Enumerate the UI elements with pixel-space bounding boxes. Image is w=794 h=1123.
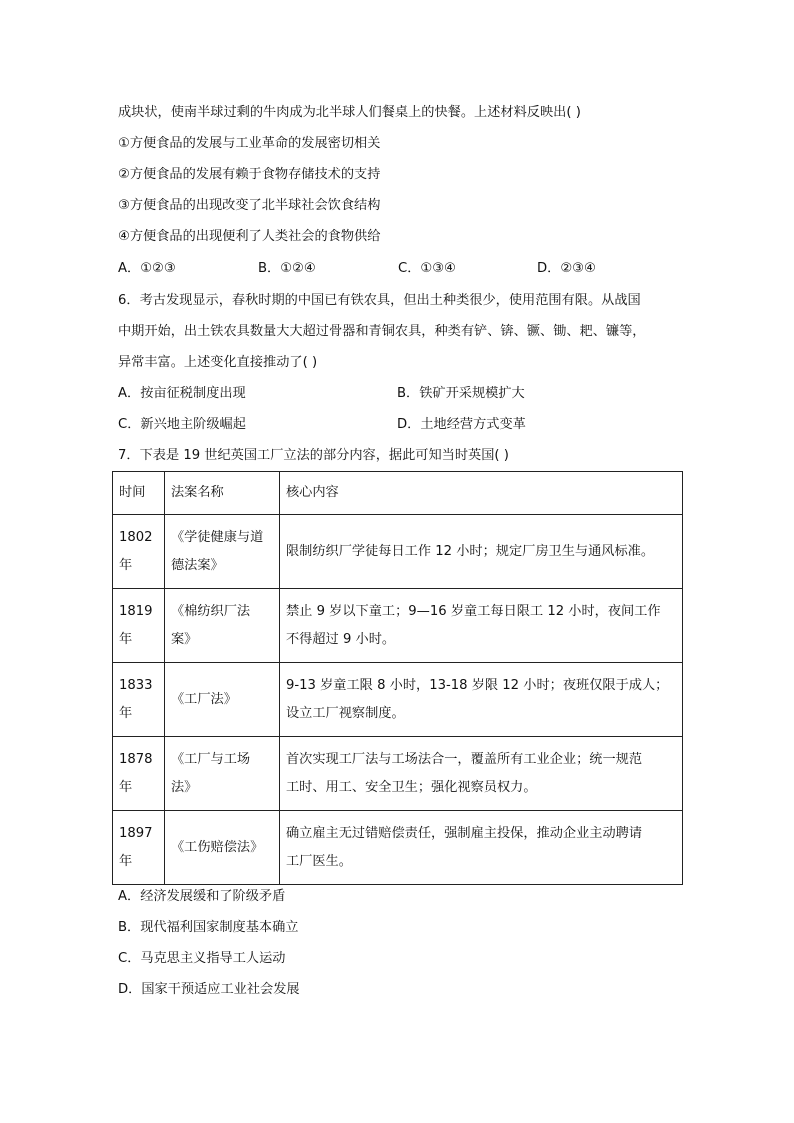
time-suffix: 年 <box>119 557 133 573</box>
q6-option-d[interactable]: D．土地经营方式变革 <box>397 417 526 432</box>
header-core-content: 核心内容 <box>280 472 683 515</box>
law-name-line-1: 《棉纺织厂法 <box>171 603 251 619</box>
cell-law-name <box>165 663 280 737</box>
core-line-1: 首次实现工厂法与工场法合一，覆盖所有工业企业；统一规范 <box>286 751 643 767</box>
law-name-line-2: 案》 <box>171 631 198 647</box>
q6-option-a[interactable]: A．按亩征税制度出现 <box>118 386 246 401</box>
time-suffix: 年 <box>119 853 133 869</box>
time-year: 1833 <box>119 677 153 693</box>
q5-stem-line: 成块状，使南半球过剩的牛肉成为北半球人们餐桌上的快餐。上述材料反映出( ) <box>118 105 581 120</box>
cell-time <box>113 589 165 663</box>
time-year: 1878 <box>119 751 153 767</box>
q6-stem-line-1: 6．考古发现显示，春秋时期的中国已有铁农具，但出土种类很少，使用范围有限。从战国 <box>118 293 641 308</box>
q6-stem-line-3: 异常丰富。上述变化直接推动了( ) <box>118 355 318 370</box>
q5-statement-4: ④方便食品的出现便利了人类社会的食物供给 <box>118 229 381 244</box>
core-line-2: 不得超过 9 小时。 <box>286 631 396 647</box>
table-row <box>113 589 683 663</box>
table-row <box>113 737 683 811</box>
q7-stem: 7．下表是 19 世纪英国工厂立法的部分内容，据此可知当时英国( ) <box>118 448 509 463</box>
q6-option-c[interactable]: C．新兴地主阶级崛起 <box>118 417 246 432</box>
q5-option-a[interactable]: A．①②③ <box>118 261 176 276</box>
table-row <box>113 811 683 885</box>
law-name-line-1: 《工伤赔偿法》 <box>171 839 264 855</box>
time-year: 1819 <box>119 603 153 619</box>
q7-option-b[interactable]: B．现代福利国家制度基本确立 <box>118 920 299 935</box>
cell-core-content <box>280 589 683 663</box>
law-name-line-1: 《学徒健康与道 <box>171 529 264 545</box>
core-line-1: 确立雇主无过错赔偿责任，强制雇主投保，推动企业主动聘请 <box>286 825 643 841</box>
q5-statement-3: ③方便食品的出现改变了北半球社会饮食结构 <box>118 198 381 213</box>
table-row <box>113 663 683 737</box>
time-suffix: 年 <box>119 705 133 721</box>
header-time: 时间 <box>113 472 165 515</box>
q7-option-a[interactable]: A．经济发展缓和了阶级矛盾 <box>118 889 286 904</box>
law-name-line-2: 法》 <box>171 779 198 795</box>
core-line-2: 工时、用工、安全卫生；强化视察员权力。 <box>286 779 537 795</box>
factory-law-table-grid <box>112 471 683 885</box>
time-year: 1802 <box>119 529 153 545</box>
time-suffix: 年 <box>119 631 133 647</box>
core-line-2: 工厂医生。 <box>286 853 352 869</box>
cell-time <box>113 663 165 737</box>
q5-option-b[interactable]: B．①②④ <box>258 261 316 276</box>
law-name-line-1: 《工厂法》 <box>171 691 237 707</box>
table-row <box>113 515 683 589</box>
cell-time <box>113 737 165 811</box>
cell-core-content <box>280 663 683 737</box>
factory-law-table <box>112 471 682 885</box>
q7-option-d[interactable]: D．国家干预适应工业社会发展 <box>118 982 300 997</box>
core-line-1: 限制纺织厂学徒每日工作 12 小时；规定厂房卫生与通风标准。 <box>286 543 655 559</box>
q6-stem-line-2: 中期开始，出土铁农具数量大大超过骨器和青铜农具，种类有铲、锛、镢、锄、耙、镰等， <box>118 324 646 339</box>
law-name-line-2: 德法案》 <box>171 557 224 573</box>
cell-time <box>113 515 165 589</box>
time-suffix: 年 <box>119 779 133 795</box>
header-law-name: 法案名称 <box>165 472 280 515</box>
cell-law-name <box>165 589 280 663</box>
core-line-1: 禁止 9 岁以下童工；9—16 岁童工每日限工 12 小时，夜间工作 <box>286 603 661 619</box>
core-line-1: 9-13 岁童工限 8 小时，13-18 岁限 12 小时；夜班仅限于成人； <box>286 677 669 693</box>
table-header-row <box>113 472 683 515</box>
q5-statement-2: ②方便食品的发展有赖于食物存储技术的支持 <box>118 167 381 182</box>
q5-option-d[interactable]: D．②③④ <box>537 261 596 276</box>
q7-option-c[interactable]: C．马克思主义指导工人运动 <box>118 951 286 966</box>
time-year: 1897 <box>119 825 153 841</box>
cell-core-content <box>280 737 683 811</box>
law-name-line-1: 《工厂与工场 <box>171 751 251 767</box>
cell-core-content <box>280 515 683 589</box>
cell-time <box>113 811 165 885</box>
q6-option-b[interactable]: B．铁矿开采规模扩大 <box>397 386 525 401</box>
cell-core-content <box>280 811 683 885</box>
q5-statement-1: ①方便食品的发展与工业革命的发展密切相关 <box>118 136 381 151</box>
cell-law-name <box>165 737 280 811</box>
core-line-2: 设立工厂视察制度。 <box>286 705 405 721</box>
q5-option-c[interactable]: C．①③④ <box>398 261 456 276</box>
cell-law-name <box>165 515 280 589</box>
cell-law-name <box>165 811 280 885</box>
